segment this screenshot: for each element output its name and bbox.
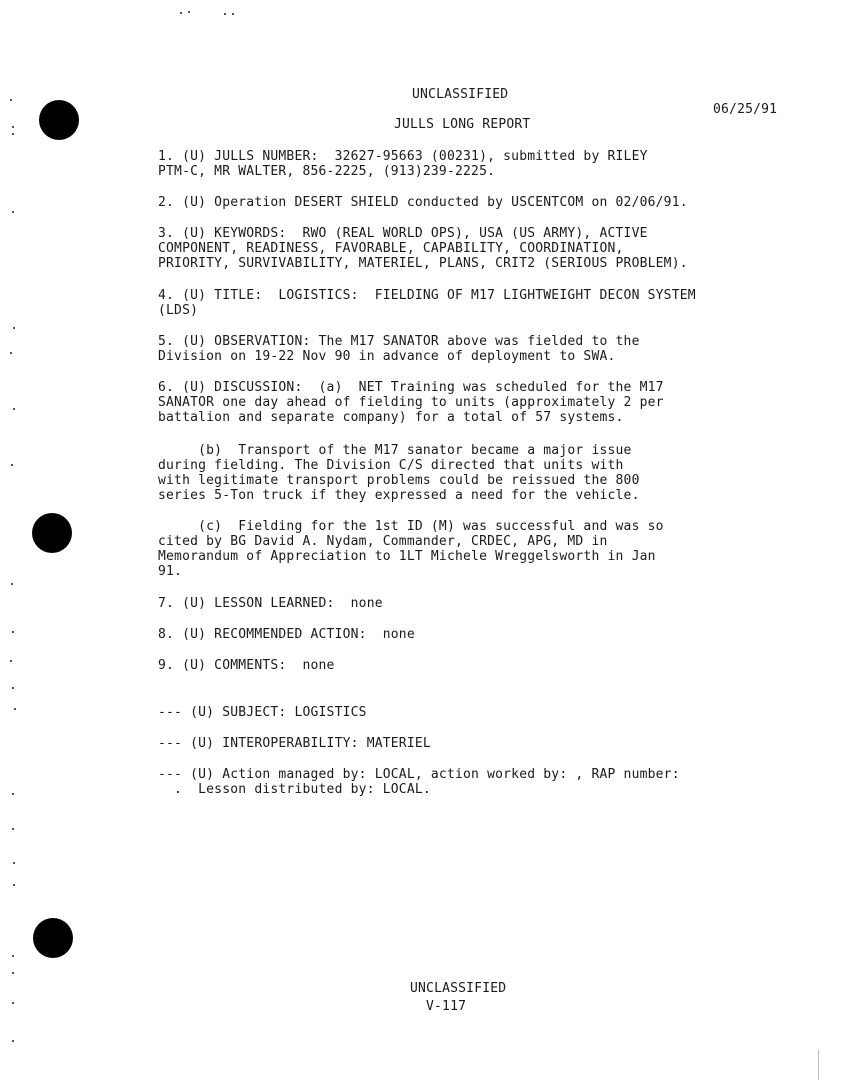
scan-speck [13, 408, 15, 410]
scan-speck [13, 862, 15, 864]
scan-speck [12, 126, 14, 128]
punch-hole-top [39, 100, 79, 140]
section-3-line-1: 3. (U) KEYWORDS: RWO (REAL WORLD OPS), USA (US ARMY), ACTIVE [158, 226, 648, 241]
section-6b-line-1: (b) Transport of the M17 sanator became a major issue [158, 443, 632, 458]
page-number: V-117 [426, 999, 467, 1014]
scan-speck [10, 352, 12, 354]
scan-speck [818, 1050, 819, 1080]
scan-speck [11, 583, 13, 585]
scan-speck [12, 793, 14, 795]
section-1-line-1: 1. (U) JULLS NUMBER: 32627-95663 (00231), submitted by RILEY [158, 149, 648, 164]
scan-speck [12, 133, 14, 135]
report-date: 06/25/91 [713, 102, 778, 117]
scan-speck [12, 828, 14, 830]
section-4-line-2: (LDS) [158, 303, 199, 318]
scan-speck [12, 687, 14, 689]
section-6c-line-1: (c) Fielding for the 1st ID (M) was successful and was so [158, 519, 664, 534]
section-3-line-2: COMPONENT, READINESS, FAVORABLE, CAPABILITY, COORDINATION, [158, 241, 624, 256]
section-6a-line-3: battalion and separate company) for a total of 57 systems. [158, 410, 624, 425]
punch-hole-middle [32, 513, 72, 553]
section-5-line-1: 5. (U) OBSERVATION: The M17 SANATOR above was fielded to the [158, 334, 640, 349]
section-6c-line-4: 91. [158, 564, 183, 579]
section-6b-line-3: with legitimate transport problems could be reissued the 800 [158, 473, 640, 488]
scan-speck [12, 1040, 14, 1042]
section-6b-line-2: during fielding. The Division C/S directed that units with [158, 458, 624, 473]
interoperability-line: --- (U) INTEROPERABILITY: MATERIEL [158, 736, 431, 751]
bottom-classification: UNCLASSIFIED [410, 981, 507, 996]
scan-speck [12, 211, 14, 213]
section-4-line-1: 4. (U) TITLE: LOGISTICS: FIELDING OF M17 LIGHTWEIGHT DECON SYSTEM [158, 288, 696, 303]
scan-speck [180, 12, 182, 14]
action-line-1: --- (U) Action managed by: LOCAL, action worked by: , RAP number: [158, 767, 680, 782]
scan-speck [232, 13, 234, 15]
scan-speck [10, 99, 12, 101]
section-6c-line-2: cited by BG David A. Nydam, Commander, CRDEC, APG, MD in [158, 534, 608, 549]
section-6b-line-4: series 5-Ton truck if they expressed a need for the vehicle. [158, 488, 640, 503]
section-3-line-3: PRIORITY, SURVIVABILITY, MATERIEL, PLANS, CRIT2 (SERIOUS PROBLEM). [158, 256, 688, 271]
section-6a-line-1: 6. (U) DISCUSSION: (a) NET Training was scheduled for the M17 [158, 380, 664, 395]
section-7-line-1: 7. (U) LESSON LEARNED: none [158, 596, 383, 611]
scan-speck [10, 660, 12, 662]
scan-speck [11, 464, 13, 466]
scan-speck [12, 1002, 14, 1004]
action-line-2: . Lesson distributed by: LOCAL. [158, 782, 431, 797]
section-6a-line-2: SANATOR one day ahead of fielding to units (approximately 2 per [158, 395, 664, 410]
section-5-line-2: Division on 19-22 Nov 90 in advance of deployment to SWA. [158, 349, 616, 364]
scan-speck [12, 631, 14, 633]
scan-speck [12, 955, 14, 957]
scan-speck [188, 11, 190, 13]
section-8-line-1: 8. (U) RECOMMENDED ACTION: none [158, 627, 415, 642]
subject-line: --- (U) SUBJECT: LOGISTICS [158, 705, 367, 720]
top-classification: UNCLASSIFIED [412, 87, 509, 102]
scan-speck [224, 13, 226, 15]
punch-hole-bottom [33, 918, 73, 958]
scan-speck [13, 884, 15, 886]
scan-speck [14, 708, 16, 710]
scan-speck [13, 327, 15, 329]
section-6c-line-3: Memorandum of Appreciation to 1LT Michele Wreggelsworth in Jan [158, 549, 656, 564]
section-1-line-2: PTM-C, MR WALTER, 856-2225, (913)239-2225. [158, 164, 496, 179]
scan-speck [12, 972, 14, 974]
report-title: JULLS LONG REPORT [394, 117, 531, 132]
section-2-line-1: 2. (U) Operation DESERT SHIELD conducted by USCENTCOM on 02/06/91. [158, 195, 688, 210]
section-9-line-1: 9. (U) COMMENTS: none [158, 658, 335, 673]
